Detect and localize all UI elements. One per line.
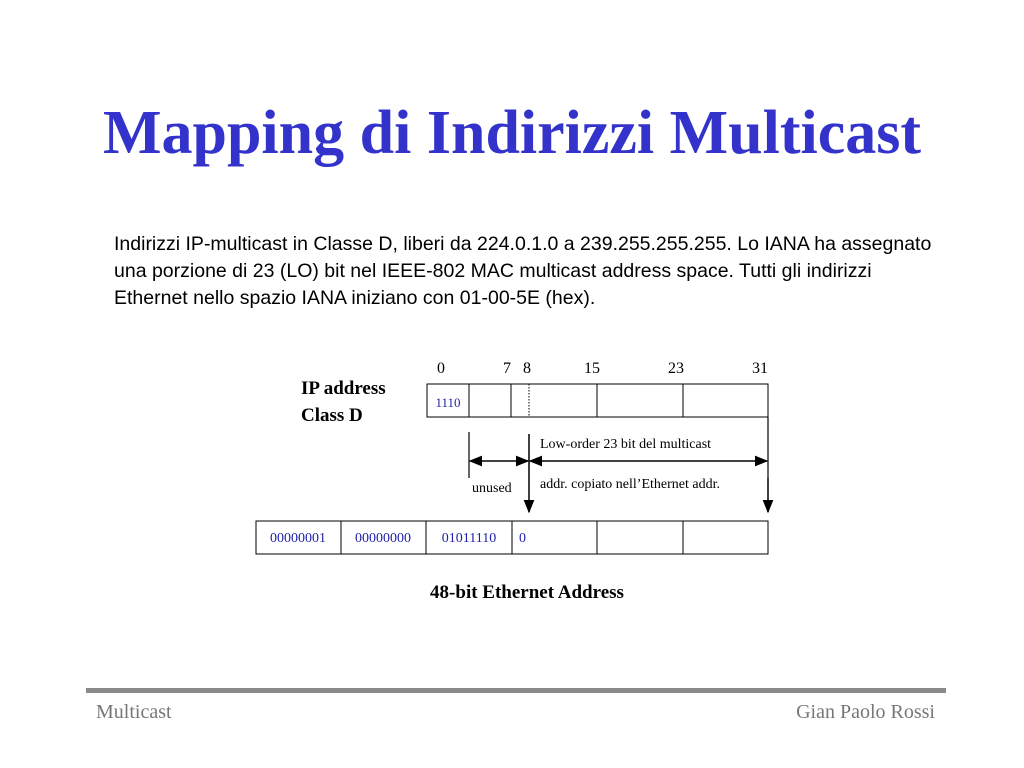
bit-label-23: 23 bbox=[668, 360, 684, 377]
low-order-label: Low-order 23 bit del multicast bbox=[540, 437, 712, 452]
bit-label-31: 31 bbox=[752, 360, 768, 377]
eth-byte-1: 00000001 bbox=[270, 531, 326, 546]
unused-label: unused bbox=[472, 481, 512, 496]
ip-address-label: IP address bbox=[301, 378, 386, 399]
bit-label-7: 7 bbox=[503, 360, 511, 377]
class-d-label: Class D bbox=[301, 405, 363, 426]
slide-title: Mapping di Indirizzi Multicast bbox=[102, 99, 922, 167]
eth-byte-4: 0 bbox=[519, 531, 526, 546]
eth-byte-2: 00000000 bbox=[355, 531, 411, 546]
ip-prefix-1110: 1110 bbox=[435, 395, 461, 410]
footer-left-text: Multicast bbox=[96, 701, 172, 723]
bit-label-15: 15 bbox=[584, 360, 600, 377]
eth-byte-3: 01011110 bbox=[441, 531, 497, 546]
bit-label-0: 0 bbox=[437, 360, 445, 377]
ethernet-address-row bbox=[256, 521, 768, 554]
footer-divider bbox=[86, 688, 946, 693]
ip-address-row bbox=[427, 384, 768, 417]
footer-right-text: Gian Paolo Rossi bbox=[796, 701, 935, 723]
bit-label-8: 8 bbox=[523, 360, 531, 377]
slide-body-text: Indirizzi IP-multicast in Classe D, liberi da 224.0.1.0 a 239.255.255.255. Lo IANA ha assegnato una porzione di 23 (LO) bit nel IEEE-802 MAC multicast address space. Tutti gli indirizzi Ethernet nello spazio IANA iniziano con 01-00-5E (hex). bbox=[114, 233, 932, 309]
copied-label: addr. copiato nell’Ethernet addr. bbox=[540, 477, 720, 492]
ethernet-caption: 48-bit Ethernet Address bbox=[430, 582, 624, 603]
